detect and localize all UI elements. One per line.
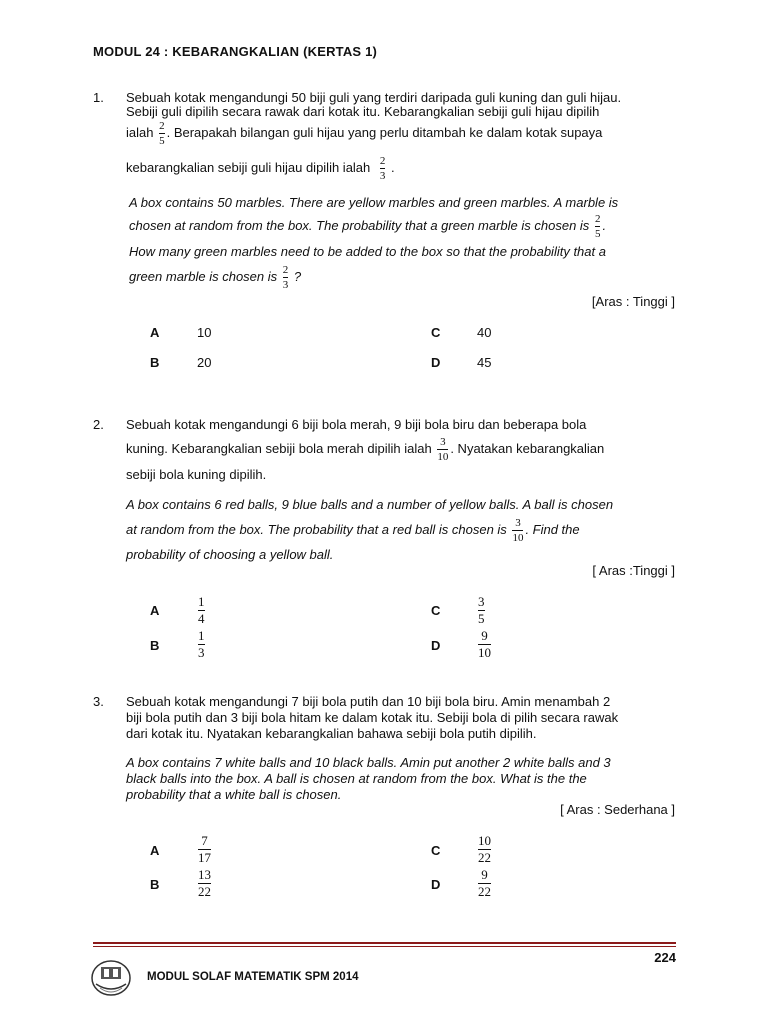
option-fraction[interactable] xyxy=(476,595,487,626)
text-segment: . xyxy=(391,159,395,175)
option-label: B xyxy=(150,638,160,653)
numerator: 2 xyxy=(594,213,601,225)
text-segment: . Nyatakan kebarangkalian xyxy=(450,440,605,456)
school-logo-icon xyxy=(90,958,132,998)
difficulty-level: [ Aras :Tinggi ] xyxy=(592,563,675,578)
footer-text: MODUL SOLAF MATEMATIK SPM 2014 xyxy=(147,971,359,983)
denominator: 22 xyxy=(478,884,491,899)
numerator: 1 xyxy=(198,594,205,609)
question-text-en-line: probability of choosing a yellow ball. xyxy=(126,547,334,562)
text-segment: . xyxy=(602,217,607,233)
denominator: 17 xyxy=(198,850,211,865)
text-segment: . Find the xyxy=(525,521,580,537)
option-value[interactable]: 20 xyxy=(197,355,212,370)
option-label: C xyxy=(431,843,441,858)
text-segment: ialah xyxy=(126,124,154,140)
question-text-ms-line xyxy=(126,155,395,182)
option-fraction[interactable] xyxy=(196,868,213,899)
fraction xyxy=(159,120,165,147)
denominator: 4 xyxy=(198,611,205,626)
denominator: 3 xyxy=(379,170,386,182)
numerator: 3 xyxy=(440,436,446,448)
option-value[interactable]: 45 xyxy=(477,355,492,370)
numerator: 3 xyxy=(478,594,485,609)
numerator: 2 xyxy=(159,120,165,132)
text-segment: . Berapakah bilangan guli hijau yang perlu ditambah ke dalam kotak supaya xyxy=(166,124,603,140)
question-text-ms-line: biji bola putih dan 3 biji bola hitam ke dalam kotak itu. Sebiji bola di pilih secara rawak xyxy=(126,710,619,725)
question-text-en-line xyxy=(129,264,301,291)
text-segment: ? xyxy=(293,268,302,284)
question-text-en-line: A box contains 7 white balls and 10 black balls. Amin put another 2 white balls and 3 xyxy=(126,755,611,770)
option-fraction[interactable] xyxy=(196,629,207,660)
denominator: 3 xyxy=(198,645,205,660)
text-segment: kuning. Kebarangkalian sebiji bola merah dipilih ialah xyxy=(126,440,432,456)
denominator: 5 xyxy=(478,611,485,626)
question-text-ms-line: Sebuah kotak mengandungi 50 biji guli yang terdiri daripada guli kuning dan guli hijau. xyxy=(126,90,622,105)
difficulty-level: [Aras : Tinggi ] xyxy=(591,294,675,309)
option-fraction[interactable] xyxy=(196,595,207,626)
question-number: 1. xyxy=(93,90,104,105)
option-label: A xyxy=(150,843,160,858)
question-text-en-line: probability that a white ball is chosen. xyxy=(126,787,342,802)
numerator: 3 xyxy=(515,517,521,529)
denominator: 10 xyxy=(437,451,449,463)
question-text-ms-line: Sebiji guli dipilih secara rawak dari kotak itu. Kebarangkalian sebiji guli hijau dipilih xyxy=(126,104,600,119)
question-text-en-line: A box contains 50 marbles. There are yellow marbles and green marbles. A marble is xyxy=(129,195,619,210)
option-fraction[interactable] xyxy=(196,834,213,865)
denominator: 10 xyxy=(478,645,491,660)
footer-divider xyxy=(93,946,676,947)
question-text-ms-line: Sebuah kotak mengandungi 6 biji bola merah, 9 biji bola biru dan beberapa bola xyxy=(126,417,587,432)
text-segment: at random from the box. The probability that a red ball is chosen is xyxy=(126,521,507,537)
question-text-ms-line xyxy=(126,120,602,147)
option-fraction[interactable] xyxy=(476,834,493,865)
question-text-en-line: black balls into the box. A ball is chosen at random from the box. What is the the xyxy=(126,771,587,786)
denominator: 22 xyxy=(198,884,211,899)
question-number: 2. xyxy=(93,417,104,432)
option-value[interactable]: 40 xyxy=(477,325,492,340)
numerator: 1 xyxy=(198,628,205,643)
difficulty-level: [ Aras : Sederhana ] xyxy=(560,802,675,817)
question-text-en-line xyxy=(129,213,606,240)
text-segment: green marble is chosen is xyxy=(129,268,278,284)
option-label: D xyxy=(431,355,441,370)
numerator: 13 xyxy=(198,867,211,882)
denominator: 5 xyxy=(594,228,601,240)
option-fraction[interactable] xyxy=(476,629,493,660)
option-label: D xyxy=(431,877,441,892)
question-text-ms-line: dari kotak itu. Nyatakan kebarangkalian bahawa sebiji bola putih dipilih. xyxy=(126,726,537,741)
question-text-en-line: How many green marbles need to be added to the box so that the probability that a xyxy=(129,244,606,259)
text-segment: kebarangkalian sebiji guli hijau dipilih ialah xyxy=(126,159,371,175)
page-title: MODUL 24 : KEBARANGKALIAN (KERTAS 1) xyxy=(93,44,378,59)
question-text-ms-line: Sebuah kotak mengandungi 7 biji bola putih dan 10 biji bola biru. Amin menambah 2 xyxy=(126,694,611,709)
denominator: 22 xyxy=(478,850,491,865)
fraction xyxy=(437,436,448,463)
option-label: C xyxy=(431,325,441,340)
question-text-ms-line xyxy=(126,436,604,463)
numerator: 9 xyxy=(481,867,488,882)
numerator: 2 xyxy=(379,155,386,167)
denominator: 3 xyxy=(282,279,289,291)
question-text-en-line: A box contains 6 red balls, 9 blue balls and a number of yellow balls. A ball is chosen xyxy=(126,497,614,512)
question-number: 3. xyxy=(93,694,104,709)
page-number: 224 xyxy=(654,950,676,965)
numerator: 2 xyxy=(282,264,289,276)
option-label: D xyxy=(431,638,441,653)
question-text-ms-line: sebiji bola kuning dipilih. xyxy=(126,467,267,482)
numerator: 10 xyxy=(478,833,491,848)
option-label: C xyxy=(431,603,441,618)
denominator: 5 xyxy=(159,135,165,147)
text-segment: chosen at random from the box. The probability that a green marble is chosen is xyxy=(129,217,590,233)
option-label: B xyxy=(150,355,160,370)
fraction xyxy=(512,517,523,544)
option-label: B xyxy=(150,877,160,892)
fraction xyxy=(595,213,601,240)
option-value[interactable]: 10 xyxy=(197,325,212,340)
numerator: 7 xyxy=(201,833,208,848)
option-label: A xyxy=(150,603,160,618)
option-fraction[interactable] xyxy=(476,868,493,899)
option-label: A xyxy=(150,325,160,340)
fraction xyxy=(380,155,386,182)
fraction xyxy=(283,264,289,291)
denominator: 10 xyxy=(512,532,524,544)
question-text-en-line xyxy=(126,517,580,544)
footer-divider xyxy=(93,942,676,944)
numerator: 9 xyxy=(481,628,488,643)
